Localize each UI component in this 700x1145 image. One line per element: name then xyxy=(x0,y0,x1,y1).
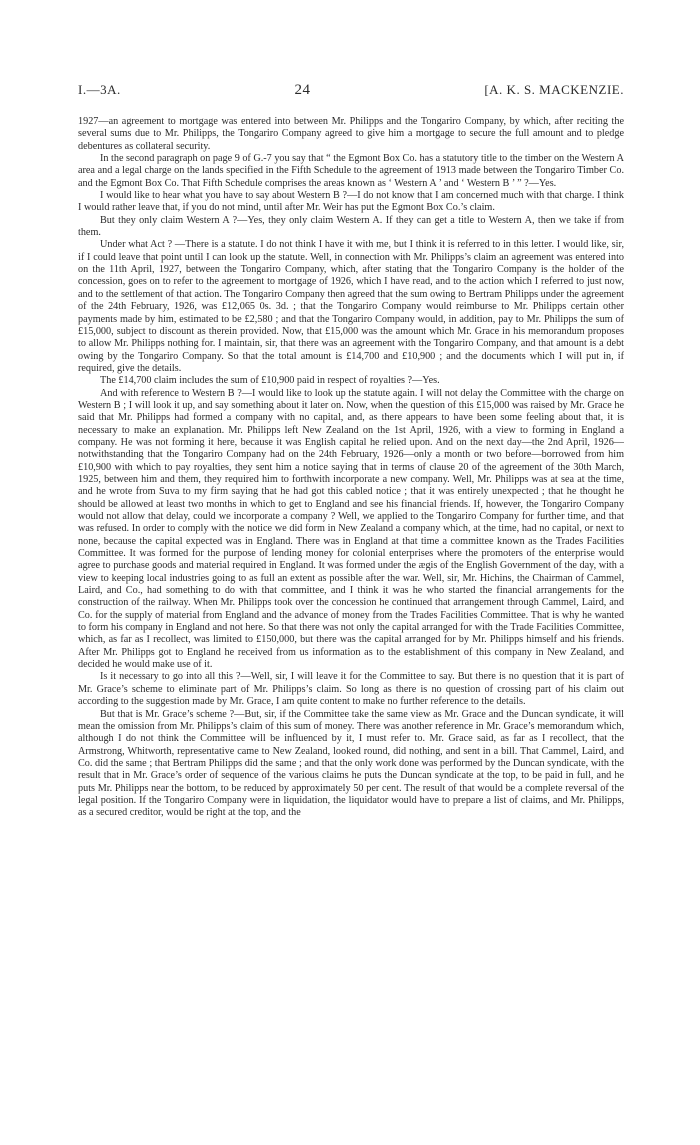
paragraph: And with reference to Western B ?—I would like to look up the statute again. I will not delay the Committee with the charge on Western B ; I will look it up, and say something about it later on. Now, when the question of this £15,000 was raised by Mr. Grace he said that Mr. Philipps had formed a company with no capital, and, as there appears to have been some feeling about that, it is necessary to make an explanation. Mr. Philipps left New Zealand on the 1st April, 1926, with a view to forming in England a company. He was not forming it here, because it was English capital he relied upon. And on the next day—the 2nd April, 1926—notwithstanding that the Tongariro Company had on the 24th February, 1926—only a month or two before—borrowed from him £10,900 with which to pay royalties, they sent him a notice saying that in terms of clause 20 of the agreement of the 30th March, 1925, between him and them, they required him to forthwith incorporate a new company. Well, Mr. Philipps was at sea at the time, and he wrote from Suva to my firm saying that he had got this cabled notice ; that it was entirely unexpected ; that he thought he should be allowed at least two months in which to get to England and see his financial friends. If, however, the Tongariro Company would not allow that delay, could we incorporate a company ? Well, we applied to the Tongariro Company for further time, and that was refused. In order to comply with the notice we did form in New Zealand a company which, at the time, had no capital, or next to none, because the capital expected was in England. There was in England at that time a committee known as the Trades Facilities Committee. It was formed for the purpose of lending money for colonial enterprises where the promoters of the enterprise would agree to purchase goods and material required in England. It was formed under the ægis of the English Government of the day, with a view to keeping local industries going to as full an extent as possible after the war. Well, sir, Mr. Hichins, the Chairman of Cammel, Laird, and Co., had something to do with that committee, and I think it was he who started the financial arrangements for the construction of the railway. When Mr. Philipps took over the concession he continued that arrangement through Cammel, Laird, and Co. for the supply of material from England and the advance of money from the Trades Facilities Committee. That is why he wanted to form his company in England and not here. So that there was not only the capital arranged for with the Trade Facilities Committee, which, as far as I recollect, was limited to £150,000, but there was the capital arranged for by Mr. Philipps himself and his friends. After Mr. Philipps got to England he received from us information as to the establishment of this company in New Zealand, and decided he would make use of it. xyxy=(78,387,624,671)
paragraph: But they only claim Western A ?—Yes, they only claim Western A. If they can get a title to Western A, then we take if from them. xyxy=(78,214,624,239)
paragraph: 1927—an agreement to mortgage was entered into between Mr. Philipps and the Tongariro Company, by which, after reciting the several sums due to Mr. Philipps, the Tongariro Company agreed to give him a mortgage to secure the full amount and to pledge debentures as collateral security. xyxy=(78,116,624,152)
paragraph: Is it necessary to go into all this ?—Well, sir, I will leave it for the Committee to say. But there is no question that it is part of Mr. Grace’s scheme to eliminate part of Mr. Philipps’s claim. So long as there is no question of crossing part of his claim out according to the suggestion made by Mr. Grace, I am quite content to make no further reference to the details. xyxy=(78,671,624,708)
document-reference: I.—3A. xyxy=(78,82,121,97)
witness-name: [A. K. S. MACKENZIE. xyxy=(484,82,624,97)
paragraph: But that is Mr. Grace’s scheme ?—But, sir, if the Committee take the same view as Mr. Grace and the Duncan syndicate, it will mean the omission from Mr. Philipps’s claim of this sum of money. There was another reference in Mr. Grace’s memorandum which, although I do not think the Committee will be influenced by it, I must refer to. Mr. Grace said, as far as I recollect, that the Armstrong, Whitworth, representative came to New Zealand, looked round, did nothing, and sent in a bill. That Cammel, Laird, and Co. did the same ; that Bertram Philipps did the same ; and that the only work done was performed by the Duncan syndicate, with the result that in Mr. Grace’s order of sequence of the various claims he puts the Duncan syndicate at the top, to be paid in full, and he puts Mr. Philipps near the bottom, to be reduced by approximately 50 per cent. The result of that would be a complete reversal of the legal position. If the Tongariro Company were in liquidation, the liquidator would have to prepare a list of claims, and Mr. Philipps, as a secured creditor, would be right at the top, and the xyxy=(78,708,624,819)
paragraph: The £14,700 claim includes the sum of £10,900 paid in respect of royalties ?—Yes. xyxy=(100,375,440,387)
page-number: 24 xyxy=(294,82,311,98)
paragraph: Under what Act ? —There is a statute. I do not think I have it with me, but I think it is referred to in this letter. I would like, sir, if I could leave that point until I can look up the statute. Well, in connection with Mr. Philipps’s claim an agreement was entered into on the 11th April, 1927, between the Tongariro Company, which, after stating that the Tongariro Company is the holder of the concession, goes on to refer to the agreement to mortgage of 1926, which I have read, and to the action which I referred to just now, and to the settlement of that action. The Tongariro Company then agreed that the sum owing to Bertram Philipps under the agreement of the 24th February, 1926, was £12,065 0s. 3d. ; that the Tongariro Company would reimburse to Mr. Philipps certain other payments made by him, estimated to be £2,580 ; and that the Tongariro Company would, in addition, pay to Mr. Philipps the sum of £15,000, subject to discount as therein provided. Now, that £15,000 was the amount which Mr. Grace in his memorandum proposes to allow Mr. Philipps nothing for. I maintain, sir, that there was an agreement with the Tongariro Company, and that amount is a debt owing by the Tongariro Company. So that the total amount is £14,700 and £10,900 ; and the documents which I will put in, if required, give the details. xyxy=(78,239,624,374)
paragraph: In the second paragraph on page 9 of G.-7 you say that “ the Egmont Box Co. has a statutory title to the timber on the Western A area and a legal charge on the lands specified in the Fifth Schedule to the agreement of 1913 made between the Tongariro Timber Co. and the Egmont Box Co. That Fifth Schedule comprises the areas known as ‘ Western A ’ and ‘ Western B ’ ” ?—Yes. xyxy=(78,153,624,189)
paragraph: I would like to hear what you have to say about Western B ?—I do not know that I am concerned much with that charge. I think I would rather leave that, if you do not mind, until after Mr. Weir has put the Egmont Box Co.’s claim. xyxy=(78,190,624,214)
page-header xyxy=(78,82,624,99)
body-text xyxy=(78,116,624,820)
